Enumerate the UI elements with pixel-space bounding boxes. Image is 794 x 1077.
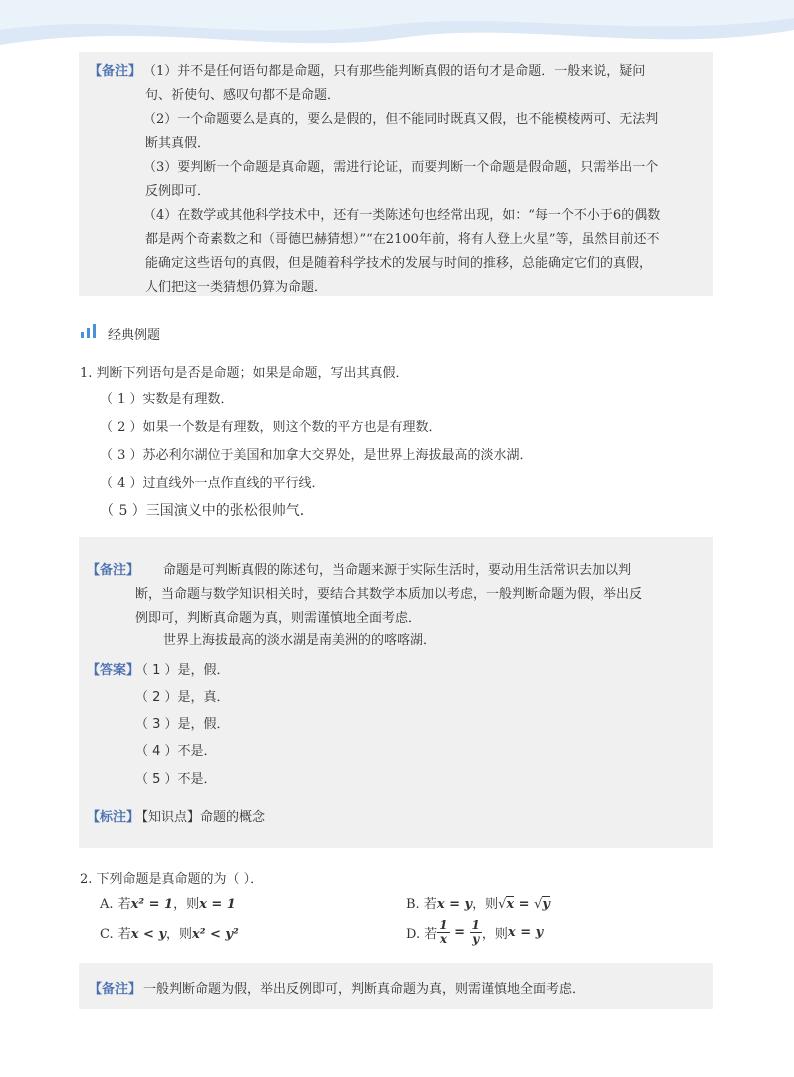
question-2-stem: 2. 下列命题是真命题的为（ ）． <box>80 872 264 887</box>
note-line: 断其真假． <box>145 136 211 151</box>
question-1-item: （ 3 ）苏必利尔湖位于美国和加拿大交界处，是世界上海拔最高的淡水湖． <box>100 448 533 463</box>
answer-line: （ 2 ）是，真． <box>135 690 230 705</box>
option-b-prefix: B. 若 <box>406 897 437 912</box>
note-box-3 <box>79 963 713 1009</box>
option-b-result-left: x <box>506 897 515 912</box>
option-c-prefix: C. 若 <box>100 927 131 942</box>
note-line: （2）一个命题要么是真的，要么是假的，但不能同时既真又假，也不能模棱两可、无法判 <box>143 112 659 127</box>
option-a-result: x = 1 <box>199 897 236 912</box>
note-line: 断，当命题与数学知识相关时，要结合其数学本质加以考虑，一般判断命题为假，举出反 <box>135 587 643 602</box>
note-tag: 【备注】 <box>89 982 142 997</box>
fraction-left <box>437 919 449 946</box>
note-line: （4）在数学或其他科学技术中，还有一类陈述句也经常出现，如：“每一个不小于6的偶数 <box>143 208 661 223</box>
sqrt-icon: √ <box>534 897 543 912</box>
note-tag: 【备注】 <box>89 64 142 79</box>
note-text: 一般判断命题为假，举出反例即可，判断真命题为真，则需谨慎地全面考虑． <box>143 982 586 997</box>
question-1-item: （ 5 ）三国演义中的张松很帅气． <box>100 503 314 519</box>
answer-line: （ 1 ）是，假． <box>135 663 230 678</box>
option-d <box>406 915 543 949</box>
option-b-result-right: y <box>542 897 550 912</box>
note-line: 命题是可判断真假的陈述句，当命题来源于实际生活时，要动用生活常识去加以判 <box>163 563 632 578</box>
mark-tag: 【标注】 <box>87 810 140 825</box>
bar-chart-icon <box>80 323 98 339</box>
note-box-2 <box>79 537 713 848</box>
option-d-equals: = <box>449 924 470 940</box>
fraction-denominator: y <box>472 931 480 946</box>
option-c <box>100 923 239 942</box>
question-1-item: （ 1 ）实数是有理数． <box>100 392 234 407</box>
mark-text: 【知识点】命题的概念 <box>135 810 266 825</box>
option-d-then: ，则 <box>481 926 508 942</box>
section-title: 经典例题 <box>108 328 161 343</box>
option-c-then: ，则 <box>166 927 193 942</box>
note-line: 都是两个奇素数之和（哥德巴赫猜想）”“在2100年前，将有人登上火星”等，虽然目前还不 <box>145 232 660 247</box>
fraction-denominator: x <box>439 931 447 946</box>
option-b-condition: x = y <box>436 897 473 912</box>
fraction-numerator: 1 <box>439 917 448 932</box>
question-1-stem: 1. 判断下列语句是否是命题；如果是命题，写出其真假． <box>80 366 409 381</box>
question-1-item: （ 4 ）过直线外一点作直线的平行线． <box>100 476 325 491</box>
note-box-1 <box>79 52 713 296</box>
answer-line: （ 4 ）不是． <box>135 744 217 759</box>
note-line: 世界上海拔最高的淡水湖是南美洲的的喀喀湖． <box>163 633 437 648</box>
option-b-then: ，则 <box>472 897 499 912</box>
option-b <box>406 893 550 912</box>
option-c-result: x² < y² <box>192 927 239 942</box>
note-line: 句、祈使句、感叹句都不是命题． <box>145 88 341 103</box>
option-a-prefix: A. 若 <box>100 897 131 912</box>
answer-line: （ 5 ）不是． <box>135 772 217 787</box>
sqrt-icon: √ <box>498 897 507 912</box>
option-a <box>100 893 236 912</box>
note-line: 能确定这些语句的真假，但是随着科学技术的发展与时间的推移，总能确定它们的真假， <box>145 256 653 271</box>
answer-line: （ 3 ）是，假． <box>135 717 230 732</box>
question-1-item: （ 2 ）如果一个数是有理数，则这个数的平方也是有理数． <box>100 420 442 435</box>
note-line: （3）要判断一个命题是真命题，需进行论证，而要判断一个命题是假命题，只需举出一个 <box>143 160 659 175</box>
answer-tag: 【答案】 <box>87 663 140 678</box>
option-c-condition: x < y <box>130 927 166 942</box>
note-line: 反例即可． <box>145 184 211 199</box>
option-d-prefix: D. 若 <box>406 926 438 942</box>
option-a-then: ，则 <box>173 897 200 912</box>
fraction-numerator: 1 <box>471 917 480 932</box>
option-a-condition: x² = 1 <box>130 897 174 912</box>
note-line: 例即可，判断真命题为真，则需谨慎地全面考虑． <box>135 611 422 626</box>
fraction-right <box>470 919 482 946</box>
header-wave-decoration <box>0 0 794 60</box>
note-line: （1）并不是任何语句都是命题，只有那些能判断真假的语句才是命题．一般来说，疑问 <box>143 64 646 79</box>
option-b-equals: = <box>514 897 535 912</box>
note-tag: 【备注】 <box>87 563 140 578</box>
option-d-result: x = y <box>507 924 544 940</box>
note-line: 人们把这一类猜想仍算为命题． <box>145 280 328 295</box>
